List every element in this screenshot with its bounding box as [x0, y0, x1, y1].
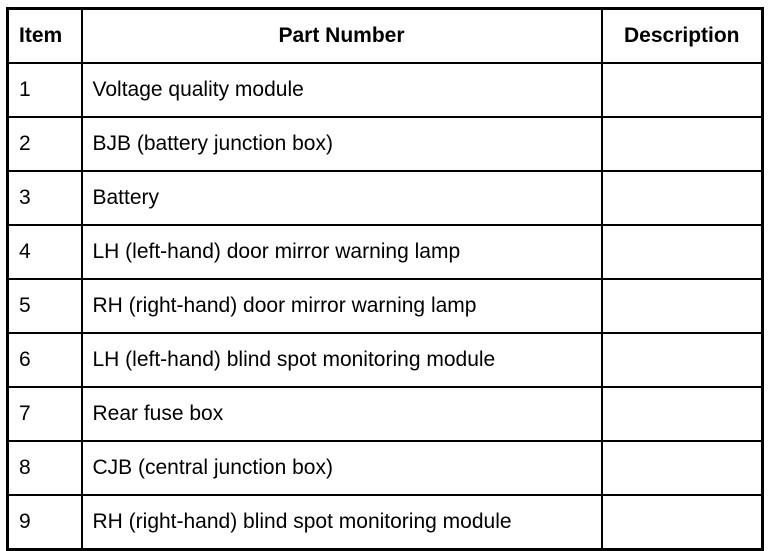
table-row [8, 225, 763, 279]
description-cell [602, 441, 763, 495]
part-number-cell: BJB (battery junction box) [82, 117, 602, 171]
table-row [8, 441, 763, 495]
table-row [8, 63, 763, 117]
part-number-cell: RH (right-hand) door mirror warning lamp [82, 279, 602, 333]
description-cell [602, 279, 763, 333]
description-cell [602, 171, 763, 225]
table-row [8, 333, 763, 387]
parts-table [6, 7, 764, 551]
description-cell [602, 117, 763, 171]
part-number-cell: LH (left-hand) blind spot monitoring module [82, 333, 602, 387]
header-description: Description [602, 9, 763, 64]
part-number-cell: LH (left-hand) door mirror warning lamp [82, 225, 602, 279]
item-cell: 5 [8, 279, 82, 333]
table-body [8, 63, 763, 550]
description-cell [602, 387, 763, 441]
item-cell: 6 [8, 333, 82, 387]
description-cell [602, 495, 763, 550]
item-cell: 8 [8, 441, 82, 495]
table-row [8, 495, 763, 550]
table-row [8, 117, 763, 171]
item-cell: 4 [8, 225, 82, 279]
table-row [8, 279, 763, 333]
table-header [8, 9, 763, 64]
description-cell [602, 333, 763, 387]
item-cell: 1 [8, 63, 82, 117]
part-number-cell: Battery [82, 171, 602, 225]
part-number-cell: Voltage quality module [82, 63, 602, 117]
part-number-cell: Rear fuse box [82, 387, 602, 441]
item-cell: 3 [8, 171, 82, 225]
item-cell: 2 [8, 117, 82, 171]
header-part-number: Part Number [82, 9, 602, 64]
description-cell [602, 225, 763, 279]
table-row [8, 171, 763, 225]
header-row [8, 9, 763, 64]
part-number-cell: RH (right-hand) blind spot monitoring module [82, 495, 602, 550]
item-cell: 9 [8, 495, 82, 550]
table-row [8, 387, 763, 441]
item-cell: 7 [8, 387, 82, 441]
part-number-cell: CJB (central junction box) [82, 441, 602, 495]
description-cell [602, 63, 763, 117]
header-item: Item [8, 9, 82, 64]
